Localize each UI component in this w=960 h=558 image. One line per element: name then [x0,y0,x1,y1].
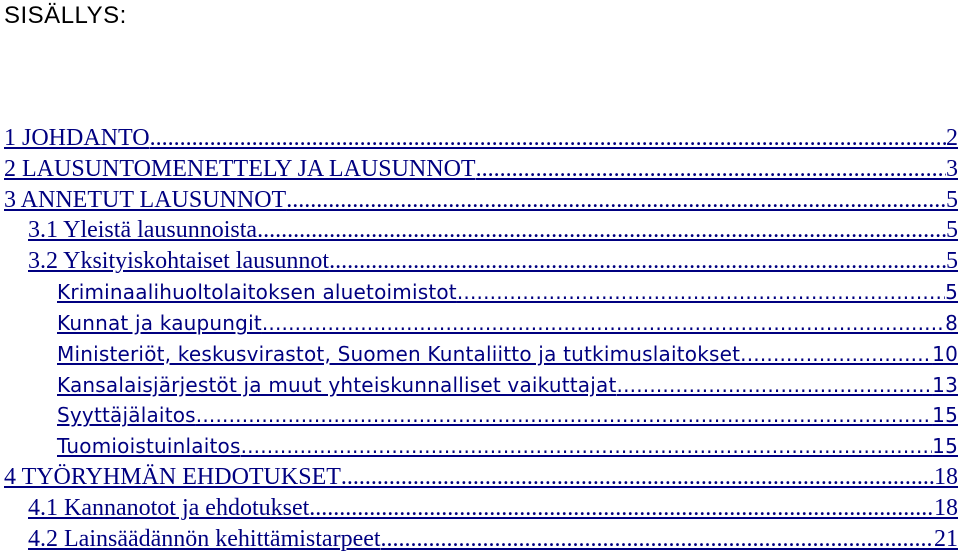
toc-entry-title: 3.2 Yksityiskohtaiset lausunnot [28,248,330,275]
dot-leader [309,493,934,524]
toc-heading: SISÄLLYS: [4,2,127,29]
toc-entry-page: 8 [945,310,958,335]
dot-leader [457,277,945,308]
toc-entry-title: Syyttäjälaitos [57,403,196,428]
toc-entry-title: 4 TYÖRYHMÄN EHDOTUKSET [4,463,341,490]
dot-leader [257,215,946,246]
toc-entry-ministeriot[interactable] [0,339,960,370]
toc-entry-page: 18 [934,463,958,490]
dot-leader [341,462,934,493]
toc-entry-page: 5 [946,186,958,213]
dot-leader [740,339,932,370]
toc-entry-yksityiskohtaiset-lausunnot[interactable] [0,246,960,277]
table-of-contents [0,123,960,554]
toc-entry-title: 2 LAUSUNTOMENETTELY JA LAUSUNNOT [4,155,476,182]
toc-entry-page: 5 [945,280,958,305]
dot-leader [150,123,946,154]
toc-entry-page: 5 [946,217,958,244]
dot-leader [381,524,934,555]
toc-entry-tuomioistuinlaitos[interactable] [0,431,960,462]
toc-entry-kriminaalihuoltolaitos[interactable] [0,277,960,308]
toc-entry-title: Ministeriöt, keskusvirastot, Suomen Kuntaliitto ja tutkimuslaitokset [57,341,741,366]
toc-entry-tyoryhman-ehdotukset[interactable] [0,462,960,493]
toc-entry-kannanotot[interactable] [0,493,960,524]
toc-entry-lainsaadanto[interactable] [0,524,960,555]
toc-entry-title: 4.1 Kannanotot ja ehdotukset [28,494,310,521]
toc-entry-title: Kunnat ja kaupungit [57,310,262,335]
dot-leader [262,308,945,339]
dot-leader [196,400,932,431]
toc-entry-annetut-lausunnot[interactable] [0,185,960,216]
toc-entry-page: 5 [946,248,958,275]
toc-entry-page: 15 [932,434,958,459]
toc-entry-yleista-lausunnoista[interactable] [0,215,960,246]
toc-entry-page: 10 [932,341,958,366]
toc-entry-title: 3 ANNETUT LAUSUNNOT [4,186,287,213]
toc-entry-page: 18 [934,494,958,521]
toc-entry-page: 21 [934,525,958,552]
toc-entry-title: 4.2 Lainsäädännön kehittämistarpeet [28,525,381,552]
toc-entry-page: 15 [932,403,958,428]
dot-leader [476,154,946,185]
toc-entry-title: Kriminaalihuoltolaitoksen aluetoimistot [57,280,457,305]
toc-entry-lausuntomenettely[interactable] [0,154,960,185]
toc-entry-title: Kansalaisjärjestöt ja muut yhteiskunnalliset vaikuttajat [57,372,617,397]
toc-entry-title: 1 JOHDANTO [4,125,150,151]
toc-entry-kansalaisjarjestot[interactable] [0,370,960,401]
toc-entry-johdanto[interactable] [0,123,960,154]
toc-entry-kunnat-ja-kaupungit[interactable] [0,308,960,339]
toc-entry-title: 3.1 Yleistä lausunnoista [28,217,258,244]
dot-leader [329,246,946,277]
toc-entry-title: Tuomioistuinlaitos [57,434,241,459]
dot-leader [617,370,933,401]
dot-leader [241,431,933,462]
toc-entry-syyttajalaitos[interactable] [0,400,960,431]
toc-entry-page: 13 [932,372,958,397]
dot-leader [286,185,946,216]
toc-entry-page: 3 [946,155,958,182]
toc-entry-page: 2 [946,125,958,151]
